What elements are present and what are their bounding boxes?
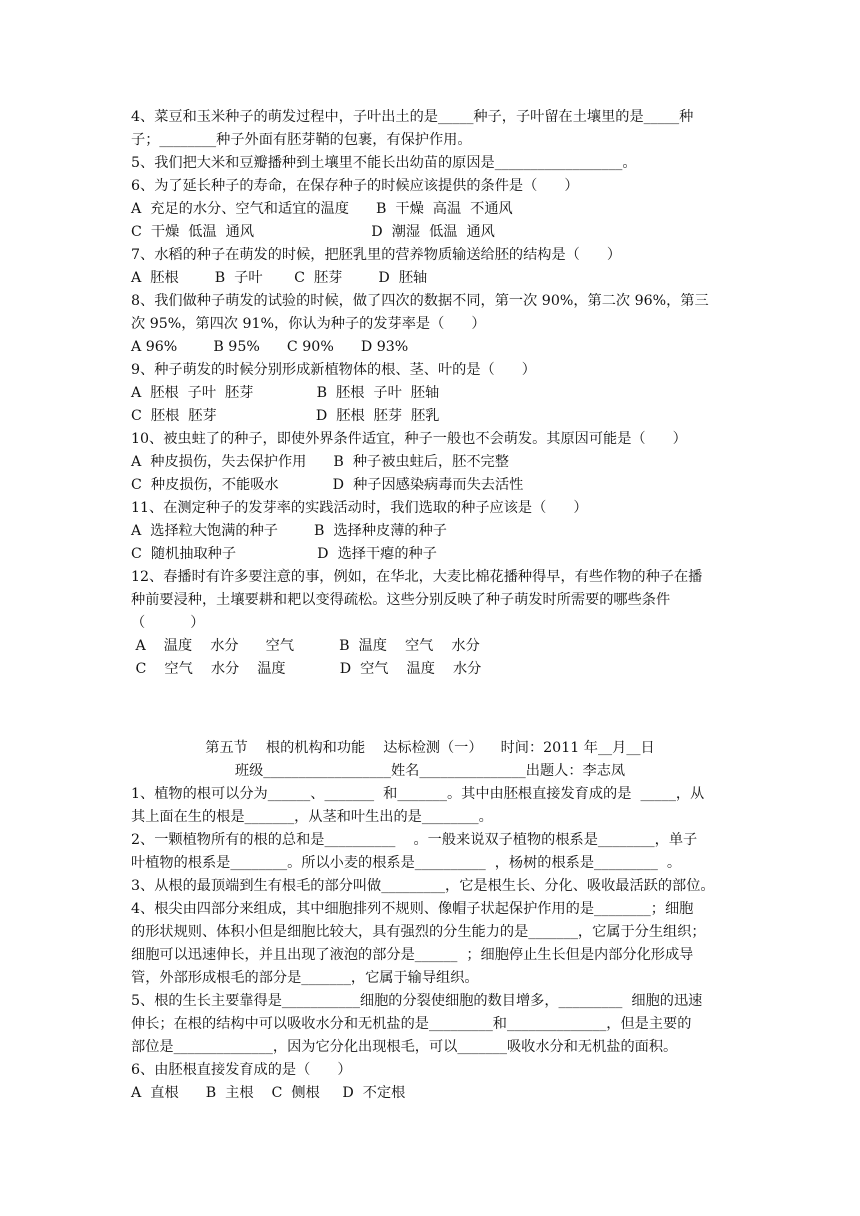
section-info-line: 班级__________________姓名_______________出题人：李志凤 <box>234 763 626 779</box>
question-6-options-cd: C 干燥 低温 通风 D 潮湿 低温 通风 <box>131 224 495 240</box>
root-question-2-line-2: 叶植物的根系是________。所以小麦的根系是__________ ，杨树的根系是_________ 。 <box>131 855 682 871</box>
question-8-line-1: 8、我们做种子萌发的试验的时候，做了四次的数据不同，第一次 90%，第二次 96%，第三 <box>131 293 709 309</box>
question-8-options: A 96% B 95% C 90% D 93% <box>131 339 409 355</box>
root-question-4-line-3: 细胞可以迅速伸长，并且出现了液泡的部分是______ ；细胞停止生长但是内部分化形成导 <box>131 947 694 963</box>
question-7: 7、水稻的种子在萌发的时候，把胚乳里的营养物质输送给胚的结构是（ ） <box>131 247 622 263</box>
root-question-1-line-2: 其上面在生的根是_______，从茎和叶生出的是________。 <box>131 809 493 825</box>
question-12-line-2: 种前要浸种，土壤要耕和耙以变得疏松。这些分别反映了种子萌发时所需要的哪些条件 <box>131 592 671 608</box>
question-4-line-2: 子；________种子外面有胚芽鞘的包裹，有保护作用。 <box>131 132 472 148</box>
root-question-4-line-1: 4、根尖由四部分来组成，其中细胞排列不规则、像帽子状起保护作用的是________；细胞 <box>131 901 694 917</box>
root-question-5-line-2: 伸长；在根的结构中可以吸收水分和无机盐的是_________和______________，但是主要的 <box>131 1016 692 1032</box>
root-question-4-line-2: 的形状规则、体积小但是细胞比较大，具有强烈的分生能力的是_______，它属于分生组织； <box>131 924 706 940</box>
root-question-3: 3、从根的最顶端到生有根毛的部分叫做_________，它是根生长、分化、吸收最活跃的部位。 <box>131 878 715 894</box>
question-9-options-cd: C 胚根 胚芽 D 胚根 胚芽 胚乳 <box>131 408 440 424</box>
question-12-options-cd: C 空气 水分 温度 D 空气 温度 水分 <box>131 661 482 677</box>
question-4-line-1: 4、菜豆和玉米种子的萌发过程中，子叶出土的是_____种子，子叶留在土壤里的是_____种 <box>131 109 694 125</box>
root-question-4-line-4: 管，外部形成根毛的部分是_______，它属于输导组织。 <box>131 970 479 986</box>
root-question-1-line-1: 1、植物的根可以分为______、_______ 和_______。其中由胚根直接发育成的是 _____，从 <box>131 786 705 802</box>
question-9-options-ab: A 胚根 子叶 胚芽 B 胚根 子叶 胚轴 <box>131 385 440 401</box>
question-6-options-ab: A 充足的水分、空气和适宜的温度 B 干燥 高温 不通风 <box>131 201 513 217</box>
root-question-6: 6、由胚根直接发育成的是（ ） <box>131 1062 352 1078</box>
question-7-options: A 胚根 B 子叶 C 胚芽 D 胚轴 <box>131 270 428 286</box>
question-11-options-cd: C 随机抽取种子 D 选择干瘪的种子 <box>131 546 437 562</box>
question-12-line-1: 12、春播时有许多要注意的事，例如，在华北，大麦比棉花播种得早，有些作物的种子在播 <box>131 569 703 585</box>
question-12-options-ab: A 温度 水分 空气 B 温度 空气 水分 <box>131 638 480 654</box>
question-10-options-cd: C 种皮损伤，不能吸水 D 种子因感染病毒而失去活性 <box>131 477 524 493</box>
question-12-line-3: （ ） <box>131 615 205 631</box>
question-5: 5、我们把大米和豆瓣播种到土壤里不能长出幼苗的原因是__________________。 <box>131 155 637 171</box>
question-6: 6、为了延长种子的寿命，在保存种子的时候应该提供的条件是（ ） <box>131 178 579 194</box>
root-question-5-line-1: 5、根的生长主要靠得是___________细胞的分裂使细胞的数目增多，_________ 细胞的迅速 <box>131 993 703 1009</box>
question-10-options-ab: A 种皮损伤，失去保护作用 B 种子被虫蛀后，胚不完整 <box>131 454 509 470</box>
root-question-2-line-1: 2、一颗植物所有的根的总和是__________ 。一般来说双子植物的根系是________，单子 <box>131 832 698 848</box>
question-9: 9、种子萌发的时候分别形成新植物体的根、茎、叶的是（ ） <box>131 362 536 378</box>
question-11: 11、在测定种子的发芽率的实践活动时，我们选取的种子应该是（ ） <box>131 500 588 516</box>
root-question-5-line-3: 部位是______________，因为它分化出现根毛，可以_______吸收水分和无机盐的面积。 <box>131 1039 678 1055</box>
question-10: 10、被虫蛀了的种子，即使外界条件适宜，种子一般也不会萌发。其原因可能是（ ） <box>131 431 687 447</box>
question-8-line-2: 次 95%，第四次 91%，你认为种子的发芽率是（ ） <box>131 316 486 332</box>
root-question-6-options: A 直根 B 主根 C 侧根 D 不定根 <box>131 1085 406 1101</box>
section-title: 第五节 根的机构和功能 达标检测（一） 时间：2011 年__月__日 <box>205 740 655 756</box>
question-11-options-ab: A 选择粒大饱满的种子 B 选择种皮薄的种子 <box>131 523 447 539</box>
